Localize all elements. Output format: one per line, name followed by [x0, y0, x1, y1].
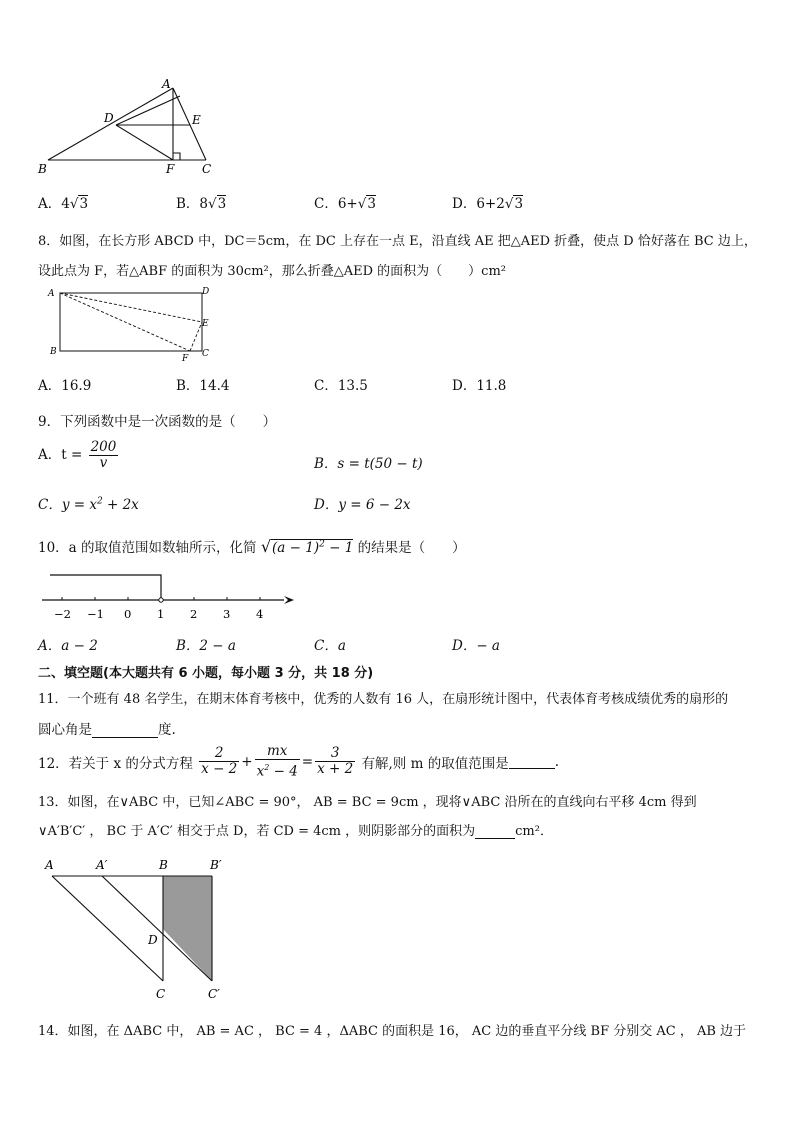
q8-option-c[interactable]: C．13.5: [314, 378, 368, 394]
q8-stem-line1: 8．如图，在长方形 ABCD 中，DC＝5cm，在 DC 上存在一点 E，沿直线 AE 把△AED 折叠，使点 D 恰好落在 BC 边上，: [38, 234, 757, 249]
axis-tick-neg2: −2: [54, 607, 71, 621]
q13-answer-blank[interactable]: [475, 824, 515, 839]
q13-stem-line2: ∨A′B′C′ ， BC 于 A′C′ 相交于点 D，若 CD = 4cm ，则阴影部分的面积为 cm²．: [38, 824, 553, 839]
q10-stem: 10．a 的取值范围如数轴所示，化简 $√(a - 1)^2 - 1$ 的结果是（ ）: [38, 537, 466, 556]
q11-answer-blank[interactable]: [92, 723, 158, 738]
fig7-label-F: F: [166, 162, 175, 176]
fig8-label-D: D: [202, 287, 210, 297]
fig7-label-A: A: [162, 78, 171, 91]
q7-triangle-figure: [30, 78, 230, 178]
section-heading-fill-in: 二、填空题(本大题共有 6 小题，每小题 3 分，共 18 分): [38, 666, 374, 681]
q9-option-a[interactable]: A．t = $\frac{200}{v}$: [38, 439, 117, 471]
fig7-label-D: D: [104, 111, 114, 125]
q11-stem-line1: 11．一个班有 48 名学生，在期末体育考核中，优秀的人数有 16 人，在扇形统计图中，代表体育考核成绩优秀的扇形的: [38, 692, 729, 707]
fig7-label-B: B: [38, 162, 47, 176]
q8-stem-line2: 设此点为 F，若△ABF 的面积为 30cm²，那么折叠△AED 的面积为（ ）cm²: [38, 264, 506, 279]
q9-stem: 9．下列函数中是一次函数的是（ ）: [38, 414, 277, 430]
q9-a-fraction: $\frac{200}{v}$: [90, 439, 117, 471]
q7-option-a[interactable]: A．4√3: [38, 196, 89, 212]
q7-option-c[interactable]: C．6+√3: [314, 196, 376, 212]
q13-translation-figure: [38, 854, 238, 1004]
q13-stem-line1: 13．如图，在∨ABC 中，已知∠ABC = 90°， AB = BC = 9cm ，现将∨ABC 沿所在的直线向右平移 4cm 得到: [38, 795, 697, 810]
fig7-label-C: C: [202, 162, 212, 176]
q8-option-d[interactable]: D．11.8: [452, 378, 507, 394]
axis-tick-1: 1: [157, 607, 165, 621]
q12-answer-blank[interactable]: [509, 754, 555, 769]
fig8-label-C: C: [202, 349, 209, 359]
q10-option-d[interactable]: D．− a: [452, 638, 500, 654]
q12-stem: 12．若关于 x 的分式方程 $\frac{2}{x - 2}$ + $\frac{mx}{x^2 - 4}$ = $\frac{3}{x + 2}$ 有解,则 m 的取值范围是 .: [38, 743, 559, 780]
q14-stem-line1: 14．如图，在 ΔABC 中， AB = AC ， BC = 4 ，ΔABC 的面积是 16， AC 边的垂直平分线 BF 分别交 AC ， AB 边于: [38, 1024, 747, 1039]
q8-rectangle-figure: [42, 284, 222, 362]
fig13-label-A-prime: A′: [96, 858, 108, 872]
q8-option-a[interactable]: A．16.9: [38, 378, 92, 394]
q9-option-c[interactable]: C．$y = x^2 + 2x$: [38, 496, 139, 513]
axis-tick-3: 3: [223, 607, 231, 621]
q7-option-b[interactable]: B．8√3: [176, 196, 227, 212]
fig13-label-C-prime: C′: [208, 987, 220, 1001]
q10-option-b[interactable]: B．2 − a: [176, 638, 236, 654]
axis-tick-0: 0: [124, 607, 132, 621]
axis-tick-2: 2: [190, 607, 198, 621]
fig13-label-C: C: [156, 987, 166, 1001]
fig13-label-D: D: [148, 933, 158, 947]
fig8-label-B: B: [50, 347, 57, 357]
axis-tick-4: 4: [256, 607, 264, 621]
q7-option-d[interactable]: D．6+2√3: [452, 196, 524, 212]
fig8-label-E: E: [202, 319, 209, 329]
fig13-label-B-prime: B′: [210, 858, 222, 872]
fig13-label-B: B: [159, 858, 168, 872]
q10-number-line: [38, 570, 298, 624]
q10-option-a[interactable]: A．a − 2: [38, 638, 98, 654]
fig7-label-E: E: [192, 113, 201, 127]
q8-option-b[interactable]: B．14.4: [176, 378, 230, 394]
q9-option-b[interactable]: B．s = t(50 − t): [314, 456, 423, 472]
fig8-label-A: A: [48, 289, 55, 299]
axis-tick-neg1: −1: [87, 607, 104, 621]
fig13-label-A: A: [45, 858, 54, 872]
q9-option-d[interactable]: D．y = 6 − 2x: [314, 497, 411, 513]
q10-option-c[interactable]: C．a: [314, 638, 346, 654]
fig8-label-F: F: [182, 354, 189, 362]
q11-stem-line2: 圆心角是 度.: [38, 722, 176, 738]
